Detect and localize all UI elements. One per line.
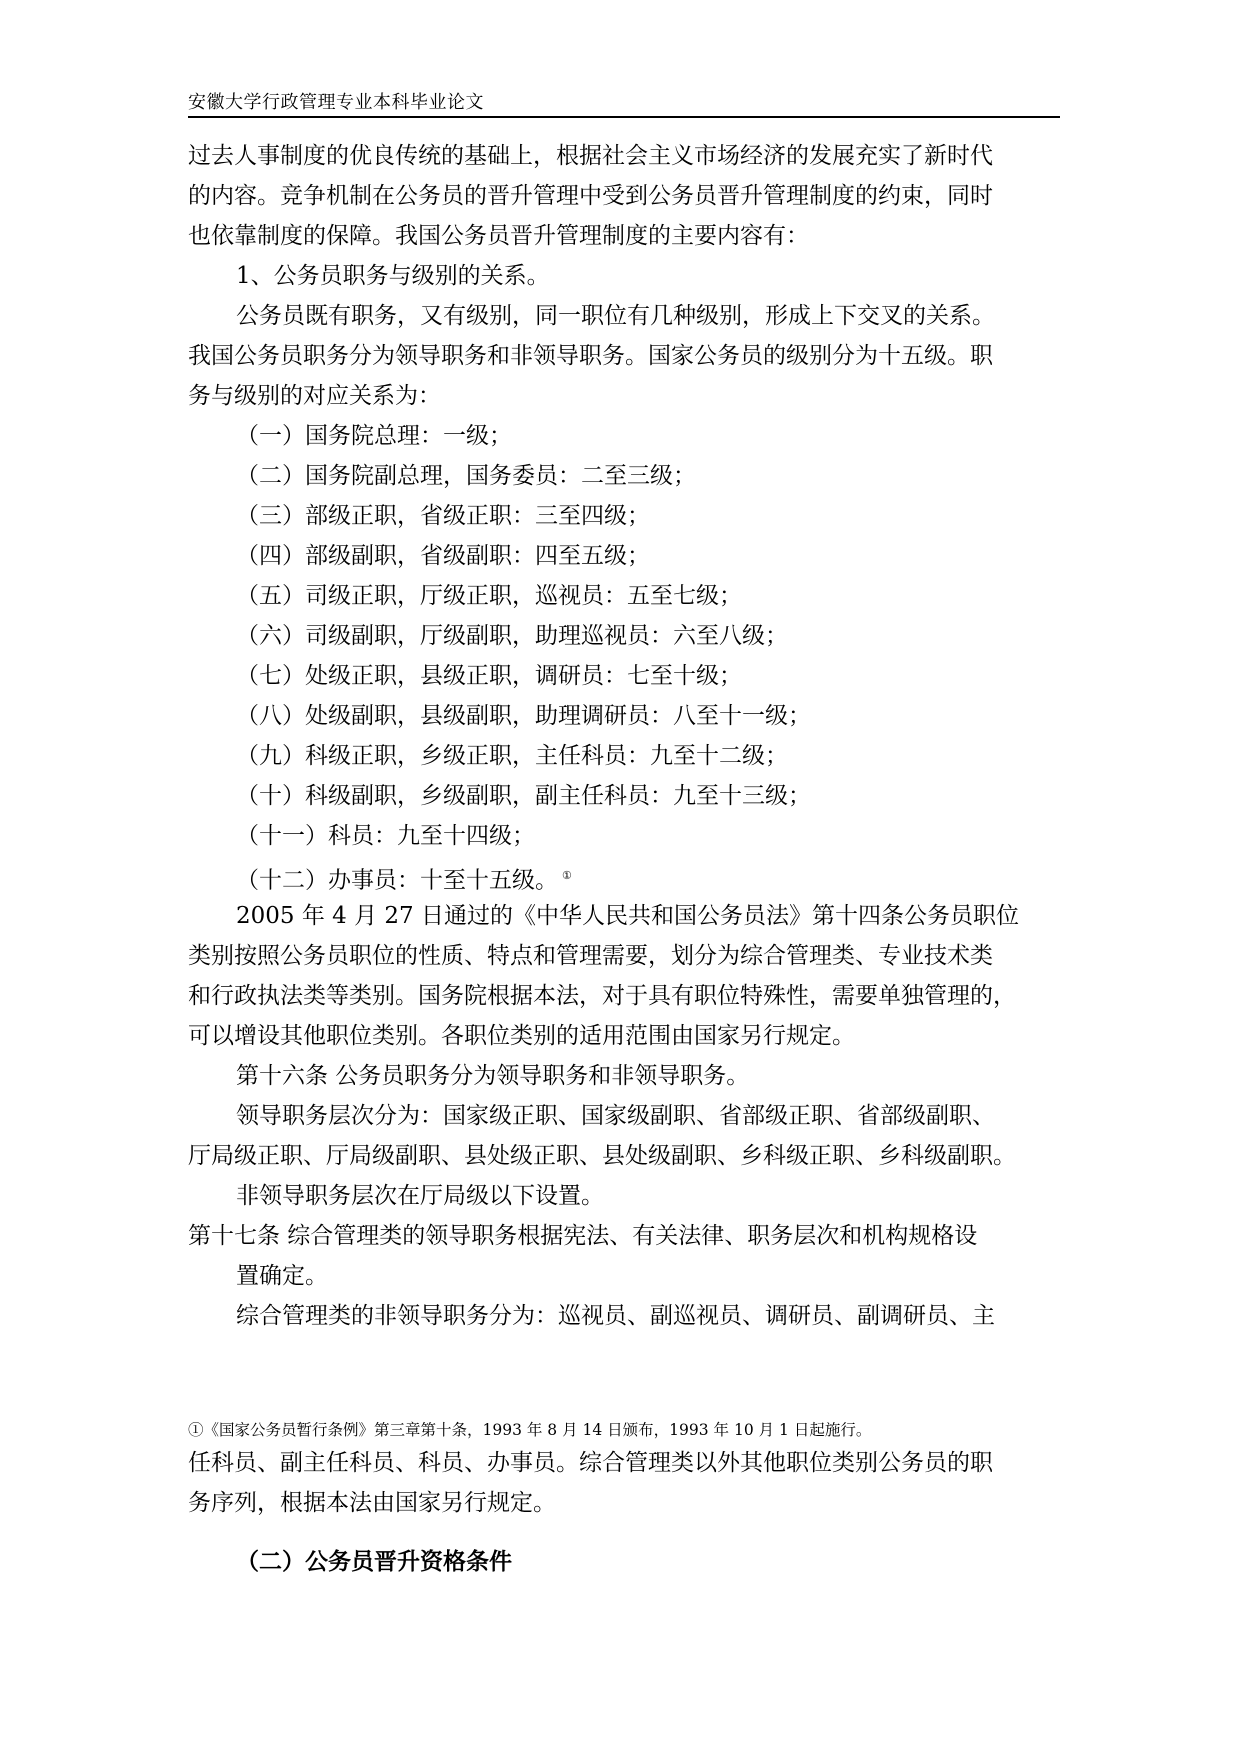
footnote: ①《国家公务员暂行条例》第三章第十条，1993 年 8 月 14 日颁布，1993 年 10 月 1 日起施行。 [188,1421,872,1439]
list-item: （九）科级正职，乡级正职，主任科员：九至十二级； [236,743,788,769]
list-item [236,862,572,895]
header-rule [188,116,1060,118]
list-item: （十一）科员：九至十四级； [236,823,535,849]
list-item-text: （十二）办事员：十至十五级。 [236,867,558,894]
paragraph-line: 第十七条 综合管理类的领导职务根据宪法、有关法律、职务层次和机构规格设 [188,1223,978,1249]
list-item: （八）处级副职，县级副职，助理调研员：八至十一级； [236,703,811,729]
paragraph-line: 2005 年 4 月 27 日通过的《中华人民共和国公务员法》第十四条公务员职位 [236,903,1019,929]
paragraph-line: 的内容。竞争机制在公务员的晋升管理中受到公务员晋升管理制度的约束，同时 [188,183,993,209]
paragraph-line: 任科员、副主任科员、科员、办事员。综合管理类以外其他职位类别公务员的职 [188,1450,993,1476]
footnote-marker: ① [562,869,572,882]
paragraph-line: 也依靠制度的保障。我国公务员晋升管理制度的主要内容有： [188,223,809,249]
paragraph-line: 类别按照公务员职位的性质、特点和管理需要，划分为综合管理类、专业技术类 [188,943,993,969]
list-item: （四）部级副职，省级副职：四至五级； [236,543,650,569]
paragraph-line: 可以增设其他职位类别。各职位类别的适用范围由国家另行规定。 [188,1023,855,1049]
paragraph-line: 领导职务层次分为：国家级正职、国家级副职、省部级正职、省部级副职、 [236,1103,995,1129]
paragraph-line: 和行政执法类等类别。国务院根据本法，对于具有职位特殊性，需要单独管理的， [188,983,1016,1009]
list-item: （三）部级正职，省级正职：三至四级； [236,503,650,529]
list-item: （二）国务院副总理，国务委员：二至三级； [236,463,696,489]
paragraph-line: 务序列，根据本法由国家另行规定。 [188,1490,556,1516]
list-item: （十）科级副职，乡级副职，副主任科员：九至十三级； [236,783,811,809]
paragraph-line: 厅局级正职、厅局级副职、县处级正职、县处级副职、乡科级正职、乡科级副职。 [188,1143,1016,1169]
list-item: （五）司级正职，厅级正职，巡视员：五至七级； [236,583,742,609]
list-item: （一）国务院总理：一级； [236,423,512,449]
paragraph-line: 过去人事制度的优良传统的基础上，根据社会主义市场经济的发展充实了新时代 [188,143,993,169]
list-heading: 1、公务员职务与级别的关系。 [236,263,550,289]
list-item: （七）处级正职，县级正职，调研员：七至十级； [236,663,742,689]
running-header: 安徽大学行政管理专业本科毕业论文 [188,92,484,113]
paragraph-line: 我国公务员职务分为领导职务和非领导职务。国家公务员的级别分为十五级。职 [188,343,993,369]
paragraph-line: 公务员既有职务，又有级别，同一职位有几种级别，形成上下交叉的关系。 [236,303,995,329]
list-item: （六）司级副职，厅级副职，助理巡视员：六至八级； [236,623,788,649]
section-heading: （二）公务员晋升资格条件 [236,1549,512,1575]
paragraph-line: 务与级别的对应关系为： [188,383,441,409]
paragraph-line: 非领导职务层次在厅局级以下设置。 [236,1183,604,1209]
paragraph-line: 置确定。 [236,1263,328,1289]
paragraph-line: 第十六条 公务员职务分为领导职务和非领导职务。 [236,1063,750,1089]
paragraph-line: 综合管理类的非领导职务分为：巡视员、副巡视员、调研员、副调研员、主 [236,1303,995,1329]
